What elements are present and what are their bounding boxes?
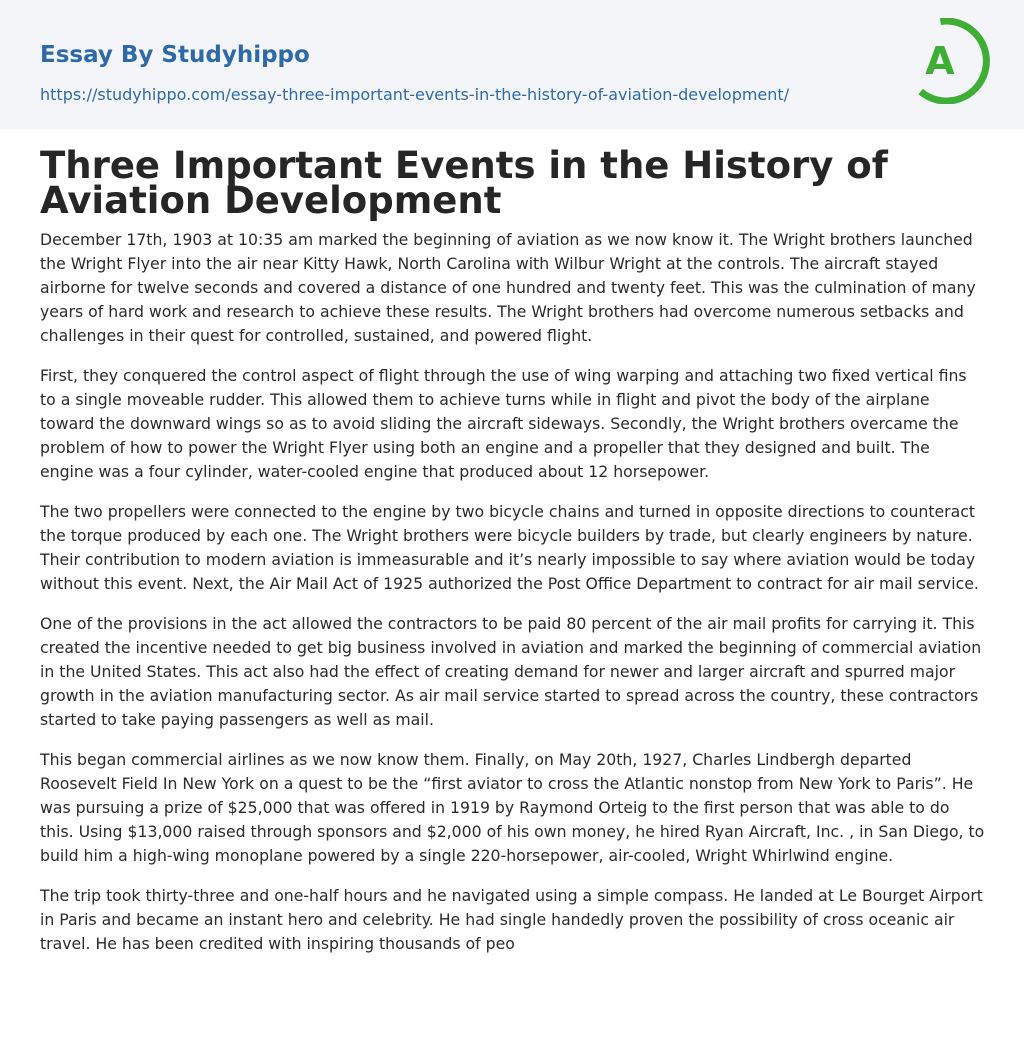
essay-title: Three Important Events in the History of Aviation Development — [40, 144, 888, 222]
essay-paragraph: This began commercial airlines as we now know them. Finally, on May 20th, 1927, Charles Lindbergh departed Roosevelt Field In New York on a quest to be the “first aviator to cross the Atlantic nonstop from New York to Paris”. He was pursuing a prize of $25,000 that was offered in 1919 by Raymond Orteig to the first person that was able to do this. Using $13,000 raised through sponsors and $2,000 of his own money, he hired Ryan Aircraft, Inc. , in San Diego, to build him a high-wing monoplane powered by a single 220-horsepower, air-cooled, Wright Whirlwind engine. — [40, 750, 985, 865]
essay-paragraph: The trip took thirty-three and one-half hours and he navigated using a simple compass. He landed at Le Bourget Airport in Paris and became an instant hero and celebrity. He had single handedly proven the possibility of cross oceanic air travel. He has been credited with inspiring thousands of peo — [40, 886, 983, 953]
essay-body — [40, 228, 985, 972]
page-url-link[interactable]: https://studyhippo.com/essay-three-important-events-in-the-history-of-aviation-development/ — [40, 85, 790, 104]
essay-paragraph: December 17th, 1903 at 10:35 am marked the beginning of aviation as we now know it. The Wright brothers launched the Wright Flyer into the air near Kitty Hawk, North Carolina with Wilbur Wright at the controls. The aircraft stayed airborne for twelve seconds and covered a distance of one hundred and twenty feet. This was the culmination of many years of hard work and research to achieve these results. The Wright brothers had overcome numerous setbacks and challenges in their quest for controlled, sustained, and powered flight. — [40, 230, 976, 345]
studyhippo-logo[interactable] — [904, 18, 990, 104]
site-title[interactable]: Essay By Studyhippo — [40, 42, 310, 68]
site-header — [0, 0, 1024, 129]
essay-paragraph: One of the provisions in the act allowed the contractors to be paid 80 percent of the air mail profits for carrying it. This created the incentive needed to get big business involved in aviation and marked the beginning of commercial aviation in the United States. This act also had the effect of creating demand for newer and larger aircraft and spurred major growth in the aviation manufacturing sector. As air mail service started to spread across the country, these contractors started to take paying passengers as well as mail. — [40, 614, 982, 729]
essay-paragraph: First, they conquered the control aspect of flight through the use of wing warping and attaching two fixed vertical fins to a single moveable rudder. This allowed them to achieve turns while in flight and pivot the body of the airplane toward the downward wings so as to avoid sliding the aircraft sideways. Secondly, the Wright brothers overcame the problem of how to power the Wright Flyer using both an engine and a propeller that they designed and built. The engine was a four cylinder, water-cooled engine that produced about 12 horsepower. — [40, 366, 967, 481]
essay-paragraph: The two propellers were connected to the engine by two bicycle chains and turned in opposite directions to counteract the torque produced by each one. The Wright brothers were bicycle builders by trade, but clearly engineers by nature. Their contribution to modern aviation is immeasurable and it’s nearly impossible to say where aviation would be today without this event. Next, the Air Mail Act of 1925 authorized the Post Office Department to contract for air mail service. — [40, 502, 979, 593]
logo-letter: A — [925, 39, 955, 83]
